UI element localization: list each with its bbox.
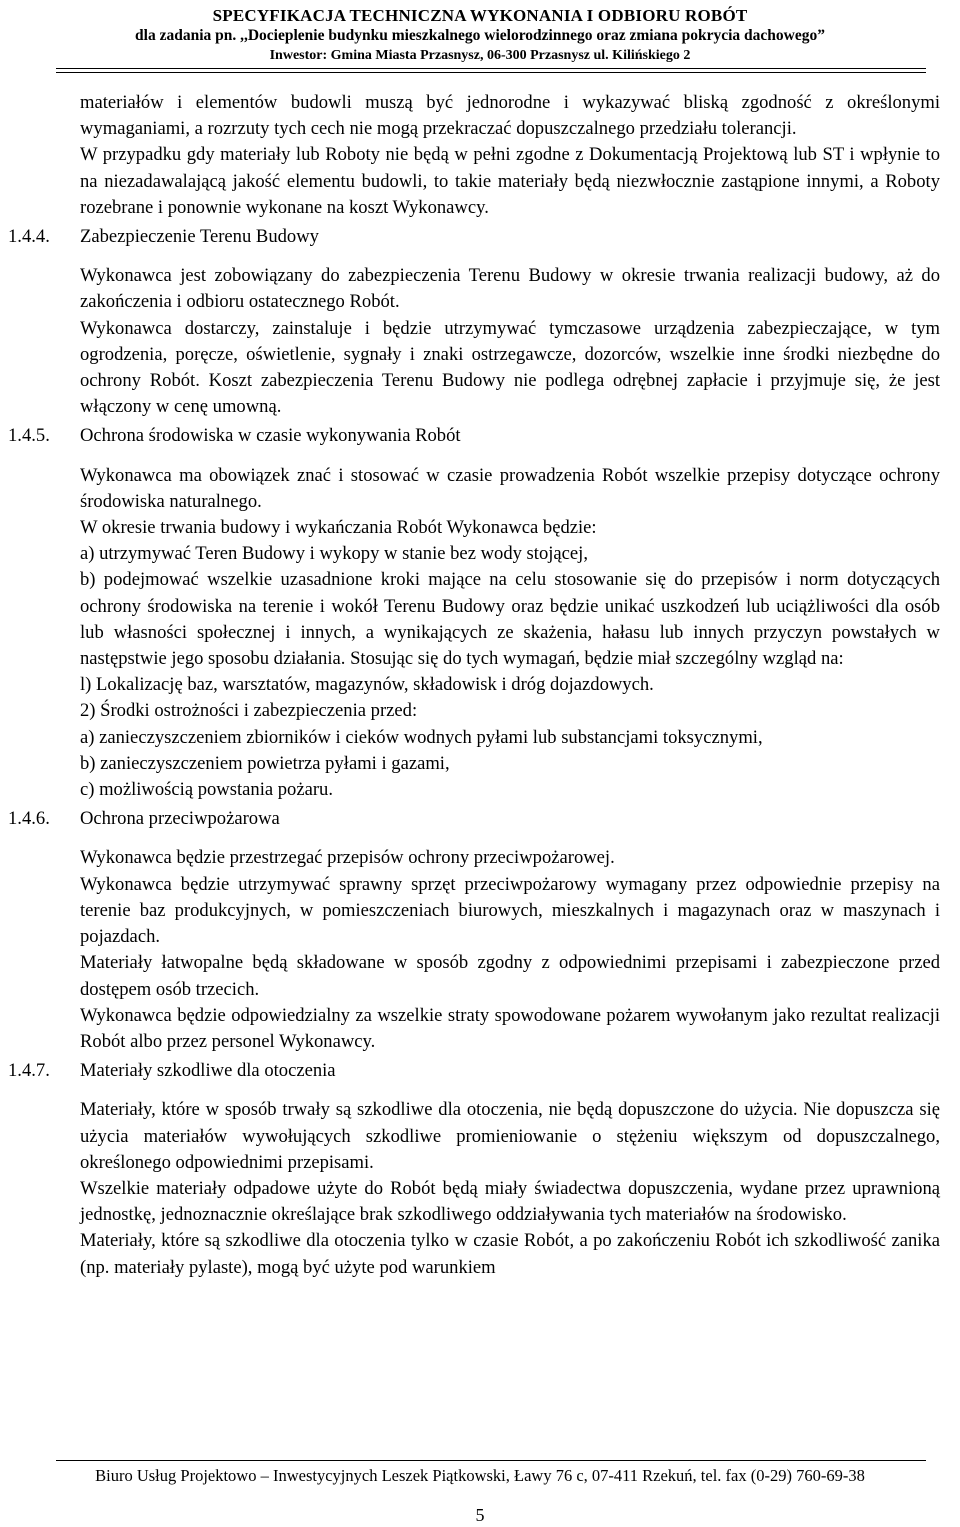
paragraph: Materiały łatwopalne będą składowane w sposób zgodny z odpowiednimi przepisami i zabezpieczone przed dostępem osób trzecich. (80, 952, 940, 1000)
header-divider-second (56, 72, 926, 73)
paragraph: W okresie trwania budowy i wykańczania Robót Wykonawca będzie: (80, 517, 597, 539)
section-title: Ochrona przeciwpożarowa (80, 808, 280, 830)
section-heading-1-4-6 (8, 806, 940, 832)
paragraph: materiałów i elementów budowli muszą być jednorodne i wykazywać bliską zgodność z określonymi wymaganiami, a rozrzuty tych cech nie mogą przekraczać dopuszczalnego przedziału tolerancji. (80, 92, 940, 140)
paragraph: Wykonawca dostarczy, zainstaluje i będzie utrzymywać tymczasowe urządzenia zabezpieczające, w tym ogrodzenia, poręcze, oświetlenie, sygnały i znaki ostrzegawcze, dozorców, wszelkie inne środki niezbędne do ochrony Robót. Koszt zabezpieczenia Terenu Budowy nie podlega odrębnej zapłacie i przyjmuje się, że jest włączony w cenę umowną. (80, 317, 940, 418)
paragraph: Materiały, które w sposób trwały są szkodliwe dla otoczenia, nie będą dopuszczone do użycia. Nie dopuszcza się użycia materiałów wywołujących szkodliwe promieniowanie o stężeniu większym od dopuszczalnego, określonego odpowiednimi przepisami. (80, 1099, 940, 1173)
paragraph: Wykonawca będzie odpowiedzialny za wszelkie straty spowodowane pożarem wywołanym jako rezultat realizacji Robót albo przez personel Wykonawcy. (80, 1004, 940, 1052)
list-item: c) możliwością powstania pożaru. (80, 779, 333, 801)
section-number: 1.4.7. (8, 1060, 50, 1082)
section-title: Zabezpieczenie Terenu Budowy (80, 226, 319, 248)
paragraph: W przypadku gdy materiały lub Roboty nie będą w pełni zgodne z Dokumentacją Projektową lub ST i wpłynie to na niezadawalającą jakość elementu budowli, to takie materiały będą niezwłocznie zastąpione innymi, a Roboty rozebrane i ponownie wykonane na koszt Wykonawcy. (80, 144, 940, 218)
header-investor: Inwestor: Gmina Miasta Przasnysz, 06-300 Przasnysz ul. Kilińskiego 2 (269, 48, 691, 63)
section-title: Ochrona środowiska w czasie wykonywania Robót (80, 425, 461, 447)
paragraph: Wykonawca będzie utrzymywać sprawny sprzęt przeciwpożarowy wymagany przez odpowiednie przepisy na terenie baz produkcyjnych, w pomieszczeniach biurowych, mieszkalnych i magazynach oraz w maszynach i pojazdach. (80, 873, 940, 948)
list-item: 2) Środki ostrożności i zabezpieczenia przed: (80, 700, 418, 722)
list-item: b) podejmować wszelkie uzasadnione kroki mające na celu stosowanie się do przepisów i norm dotyczących ochrony środowiska na terenie i wokół Terenu Budowy oraz będzie unikać uszkodzeń lub uciążliwości dla osób lub własności społecznej i innych, a wynikających ze skażenia, hałasu lub innych przyczyn powstałych w następstwie jego sposobu działania. Stosując się do tych wymagań, będzie miał szczególny wzgląd na: (80, 569, 940, 670)
header-task: dla zadania pn. ,,Docieplenie budynku mieszkalnego wielorodzinnego oraz zmiana pokrycia dachowego” (135, 27, 825, 44)
list-item: b) zanieczyszczeniem powietrza pyłami i gazami, (80, 752, 450, 774)
section-number: 1.4.5. (8, 425, 50, 447)
section-number: 1.4.6. (8, 808, 50, 830)
page-number: 5 (475, 1505, 485, 1525)
paragraph: Wykonawca ma obowiązek znać i stosować w czasie prowadzenia Robót wszelkie przepisy dotyczące ochrony środowiska naturalnego. (80, 464, 940, 512)
paragraph: Wszelkie materiały odpadowe użyte do Robót będą miały świadectwa dopuszczenia, wydane przez uprawnioną jednostkę, jednoznacznie określające brak szkodliwego oddziaływania tych materiałów na środowisko. (80, 1177, 940, 1226)
page-header (0, 6, 960, 66)
footer-divider (56, 1460, 926, 1461)
paragraph: Wykonawca będzie przestrzegać przepisów ochrony przeciwpożarowej. (80, 847, 615, 869)
section-number: 1.4.4. (8, 226, 50, 248)
section-heading-1-4-4 (8, 224, 940, 250)
document-body (8, 90, 940, 1281)
section-heading-1-4-7 (8, 1058, 940, 1084)
section-title: Materiały szkodliwe dla otoczenia (80, 1060, 336, 1082)
paragraph: Wykonawca jest zobowiązany do zabezpieczenia Terenu Budowy w okresie trwania realizacji budowy, aż do zakończenia i odbioru ostatecznego Robót. (80, 265, 940, 313)
section-heading-1-4-5 (8, 423, 940, 449)
header-divider (56, 68, 926, 69)
list-item: a) utrzymywać Teren Budowy i wykopy w stanie bez wody stojącej, (80, 543, 588, 565)
list-item: l) Lokalizację baz, warsztatów, magazynów, składowisk i dróg dojazdowych. (80, 674, 654, 696)
header-title: SPECYFIKACJA TECHNICZNA WYKONANIA I ODBIORU ROBÓT (212, 6, 748, 25)
page-footer: Biuro Usług Projektowo – Inwestycyjnych Leszek Piątkowski, Ławy 76 c, 07-411 Rzekuń, tel. fax (0-29) 760-69-38 (95, 1466, 865, 1485)
paragraph: Materiały, które są szkodliwe dla otoczenia tylko w czasie Robót, a po zakończeniu Robót ich szkodliwość zanika (np. materiały pylaste), mogą być użyte pod warunkiem (80, 1230, 940, 1278)
list-item: a) zanieczyszczeniem zbiorników i cieków wodnych pyłami lub substancjami toksycznymi, (80, 726, 763, 748)
